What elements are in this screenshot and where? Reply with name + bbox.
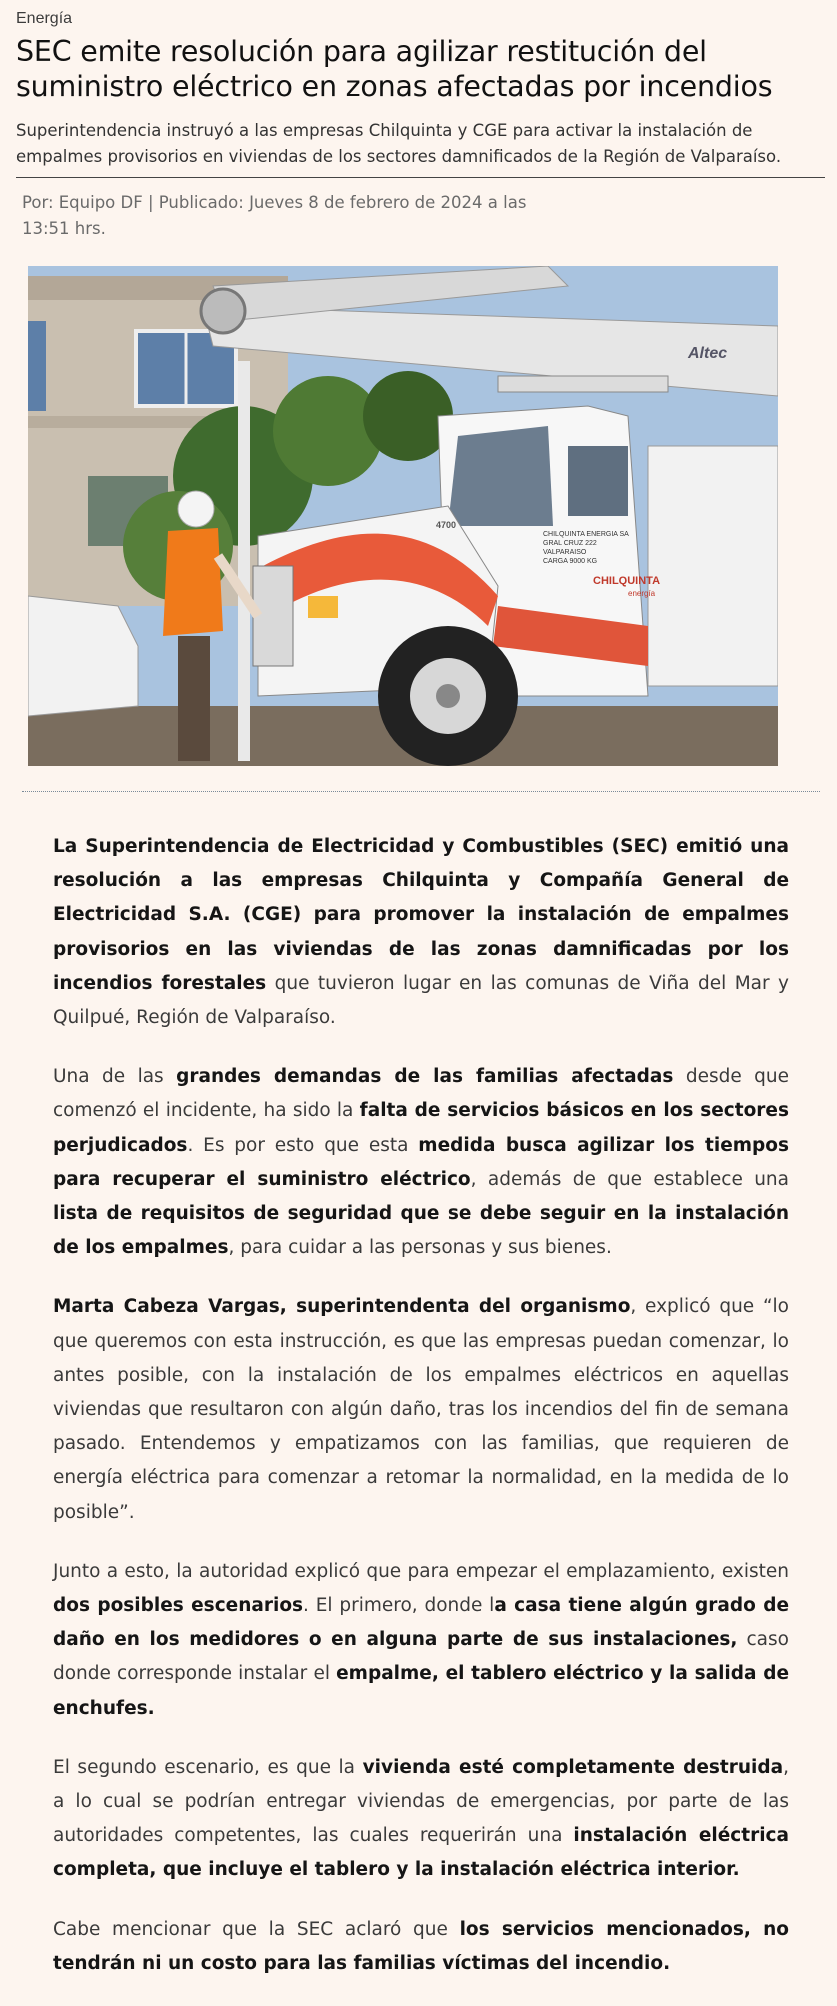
text-run: , para cuidar a las personas y sus bienes.	[228, 1237, 612, 1259]
bold-text: Marta Cabeza Vargas, superintendenta del organismo	[53, 1296, 631, 1318]
article-paragraph	[53, 1060, 789, 1265]
text-run: El segundo escenario, es que la	[53, 1756, 363, 1778]
photo-divider	[22, 791, 820, 792]
article-photo	[28, 266, 778, 766]
article-lead: Superintendencia instruyó a las empresas Chilquinta y CGE para activar la instalación de empalmes provisorios en viviendas de los sectores damnificados de la Región de Valparaíso.	[16, 121, 782, 166]
boom-brand: Altec	[688, 345, 728, 362]
bold-text: los servicios mencionados, no tendrán ni un costo para las familias víctimas del incendio.	[53, 1918, 789, 1974]
truck-model-badge: 4700	[436, 520, 457, 530]
bold-text: lista de requisitos de seguridad que se debe seguir en la instalación de los empalmes	[53, 1203, 789, 1259]
text-run: , explicó que “lo que queremos con esta instrucción, es que las empresas puedan comenzar, lo antes posible, con la instalación de los empalmes eléctricos en aquellas viviendas que resultaron con algún daño, tras los incendios del fin de semana pasado. Entendemos y empatizamos con las familias, que requieren de energía eléctrica para comenzar a retomar la normalidad, en la medida de lo posible”.	[53, 1296, 789, 1523]
bold-text: medida busca agilizar los tiempos para recuperar el suministro eléctrico	[53, 1134, 789, 1190]
section-label[interactable]: Energía	[16, 10, 73, 27]
bold-text: empalme, el tablero eléctrico y la salida de enchufes.	[53, 1663, 789, 1719]
article-headline: SEC emite resolución para agilizar restitución del suministro eléctrico en zonas afectadas por incendios	[16, 35, 773, 103]
text-run: , a lo cual se podrían entregar viviendas de emergencias, por parte de las autoridades competentes, las cuales requerirán una	[53, 1756, 789, 1847]
text-run: desde que comenzó el incidente, ha sido la	[53, 1066, 789, 1122]
article-header	[16, 0, 826, 170]
bold-text: grandes demandas de las familias afectadas	[176, 1066, 674, 1088]
door-brand: CHILQUINTA	[593, 575, 661, 587]
text-run: Una de las	[53, 1066, 177, 1088]
header-divider	[16, 177, 825, 178]
article-byline: Por: Equipo DF | Publicado: Jueves 8 de febrero de 2024 a las 13:51 hrs.	[22, 193, 527, 238]
door-text-4: CARGA 9000 KG	[543, 558, 598, 565]
door-text-1: CHILQUINTA ENERGIA SA	[543, 531, 629, 538]
bold-text: vivienda esté completamente destruida	[362, 1756, 784, 1778]
bold-text: instalación eléctrica completa, que incluye el tablero y la instalación eléctrica interior.	[53, 1825, 789, 1881]
door-text-3: VALPARAISO	[543, 549, 587, 556]
bold-text: dos posibles escenarios	[53, 1595, 304, 1617]
text-run: Junto a esto, la autoridad explicó que para empezar el emplazamiento, existen	[53, 1560, 789, 1582]
door-text-2: GRAL CRUZ 222	[543, 540, 597, 547]
article-paragraph	[53, 830, 789, 1035]
door-brand-sub: energía	[628, 589, 656, 598]
text-run: caso donde corresponde instalar el	[53, 1629, 789, 1685]
bold-text: La Superintendencia de Electricidad y Combustibles (SEC) emitió una resolución a las empresas Chilquinta y Compañía General de Electricidad S.A. (CGE) para promover la instalación de empalmes provisorios en las viviendas de las zonas damnificadas por los incendios forestales	[53, 836, 789, 994]
article-paragraph	[53, 1555, 789, 1726]
article-paragraph	[53, 1290, 789, 1529]
utility-truck-illustration	[28, 266, 778, 766]
text-run: . Es por esto que esta	[187, 1134, 419, 1156]
text-run: , además de que establece una	[470, 1168, 789, 1190]
text-run: que tuvieron lugar en las comunas de Viña del Mar y Quilpué, Región de Valparaíso.	[53, 972, 789, 1029]
article-body	[53, 830, 789, 2006]
bold-text: falta de servicios básicos en los sectores perjudicados	[53, 1100, 789, 1156]
text-run: Cabe mencionar que la SEC aclaró que	[53, 1918, 460, 1940]
article-paragraph	[53, 1751, 789, 1888]
text-run: . El primero, donde l	[303, 1595, 495, 1617]
article-paragraph	[53, 1913, 789, 1981]
bold-text: a casa tiene algún grado de daño en los medidores o en alguna parte de sus instalaciones,	[53, 1595, 789, 1651]
